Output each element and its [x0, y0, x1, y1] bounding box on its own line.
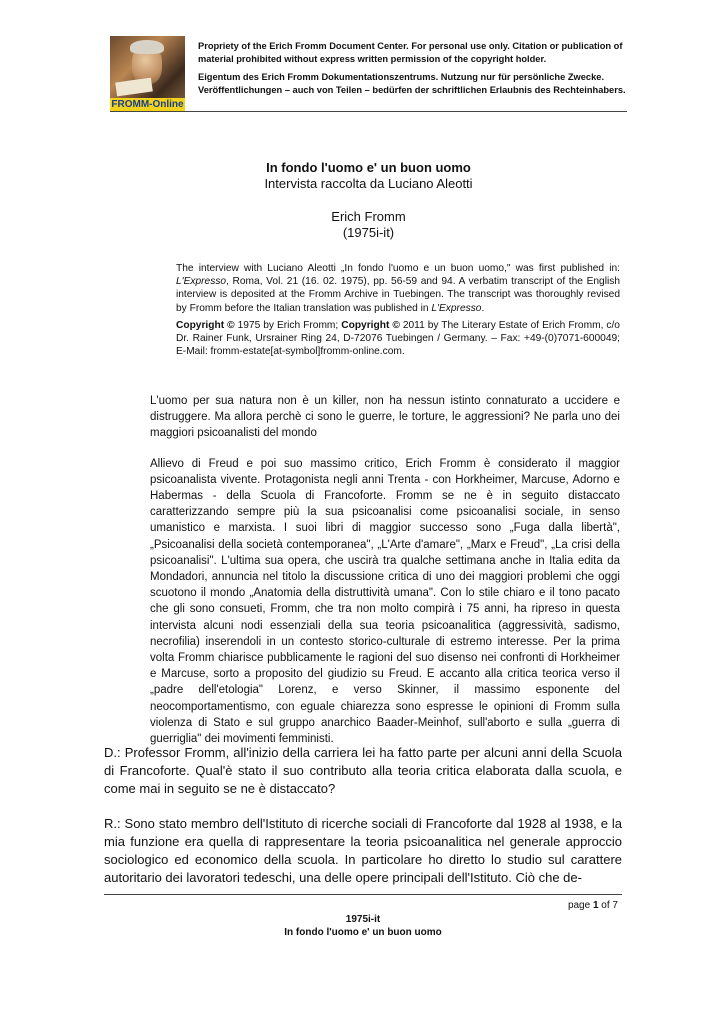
title-block — [110, 160, 627, 241]
document-code: (1975i-it) — [342, 225, 395, 240]
intro-paragraph: Allievo di Freud e poi suo massimo critico, Erich Fromm è considerato il maggior psicoanalista vivente. Protagonista negli anni Trenta - con Horkheimer, Marcuse, Adorno e Habermas - della Scuola di Francoforte. Fromm se ne è in seguito distaccato caratterizzando sempre più la sua psicoanalisi come psicoanalisi sociale, in senso umanistico e marxista. I suoi libri di maggior successo sono „Fuga dalla libertà", „Psicoanalisi della società contemporanea", „L'Arte d'amare", „Marx e Freud", „La crisi della psicoanalisi". L'ultima sua opera, che uscirà tra qualche settimana anche in Italia edita da Mondadori, annuncia nel titolo la discussione critica di uno dei maggiori problemi che oggi scuotono il mondo „Anatomia della distruttività umana". Con lo stile chiaro e il tono pacato che gli sono consueti, Fromm, che tra non molto compirà i 75 anni, ha ripreso in questa intervista alcuni nodi essenziali della sua teoria psicoanalitica (aggressività, sadismo, necrofilia) inserendoli in un contesto storico-culturale di estremo interesse. Per la prima volta Fromm chiarisce pubblicamente le ragioni del suo disenso nei confronti di Horkheimer e Marcuse, sorto a proposito del giudizio su Freud. E accanto alla critica teorica verso il „padre dell'etologia" Lorenz, e verso Skinner, il massimo esponente del neocomportamentismo, con eguale chiarezza sono espresse le opinioni di Fromm sulla violenza di Stato e sul gruppo anarchico Baader-Meinhof, sull'aborto e sulla „guerra di guerriglia" dei movimenti femministi. — [150, 457, 620, 746]
publication-info: The interview with Luciano Aleotti „In fondo l'uomo e un buon uomo," was first published in: L'Expresso, Roma, Vol. 21 (16. 02. 1975), pp. 56-59 and 94. A verbatim transcript of the English interview is deposited at the Fromm Archive in Tuebingen. The transcript was thoroughly revised by Fromm before the Italian translation was published in L'Expresso. — [176, 263, 620, 314]
interview-body — [104, 744, 622, 903]
answer-1: R.: Sono stato membro dell'Istituto di ricerche sociali di Francoforte dal 1928 al 1938, e la mia funzione era quella di rappresentare la teoria psicoanalitica nel generale approccio sociologico ed economico della scuola. In particolare ho diretto lo studio sul carattere autoritario dei lavoratori tedeschi, una delle opere principali dell'Istituto. Ciò che de- — [104, 815, 622, 886]
page-number: page 1 of 7 — [567, 900, 618, 911]
footer-code: 1975i-it — [345, 914, 381, 925]
intro-section — [150, 393, 620, 761]
publication-name-2: L'Expresso — [431, 302, 482, 314]
copyright-info: Copyright © 1975 by Erich Fromm; Copyright © 2011 by The Literary Estate of Erich Fromm, c/o Dr. Rainer Funk, Ursrainer Ring 24, D-72076 Tuebingen / Germany. – Fax: +49-(0)7071-600049; E-Mail: fromm-estate[at-symbol]fromm-online.com. — [176, 319, 620, 358]
portrait-hair — [130, 40, 164, 54]
question-1: D.: Professor Fromm, all'inizio della carriera lei ha fatto parte per alcuni anni della Scuola di Francoforte. Qual'è stato il suo contributo alla teoria critica elaborata dalla scuola, e come mai in seguito se ne è distaccato? — [104, 745, 622, 797]
header-divider — [110, 111, 627, 112]
publication-note — [176, 262, 620, 362]
footer-divider — [104, 894, 622, 895]
header-german: Eigentum des Erich Fromm Dokumentationszentrums. Nutzung nur für persönliche Zwecke. Veröffentlichungen – auch von Teilen – bedürfen der schriftlichen Erlaubnis des Rechteinhabers. — [198, 72, 626, 95]
document-subtitle: Intervista raccolta da Luciano Aleotti — [264, 176, 473, 191]
fromm-online-logo — [110, 36, 185, 112]
document-title: In fondo l'uomo e' un buon uomo — [266, 160, 471, 175]
intro-lead: L'uomo per sua natura non è un killer, non ha nessun istinto connaturato a uccidere e distruggere. Ma allora perchè ci sono le guerre, le torture, le aggressioni? Ne parla uno dei maggiori psicoanalisti del mondo — [150, 395, 620, 440]
logo-label: FROMM-Online — [111, 99, 184, 110]
footer-title: In fondo l'uomo e' un buon uomo — [284, 927, 442, 938]
footer — [104, 913, 622, 939]
copyright-header — [198, 40, 630, 102]
header-english: Propriety of the Erich Fromm Document Center. For personal use only. Citation or publication of material prohibited without express written permission of the copyright holder. — [198, 41, 623, 64]
publication-name: L'Expresso — [176, 276, 227, 288]
portrait-paper — [115, 78, 153, 97]
document-author: Erich Fromm — [331, 209, 406, 224]
